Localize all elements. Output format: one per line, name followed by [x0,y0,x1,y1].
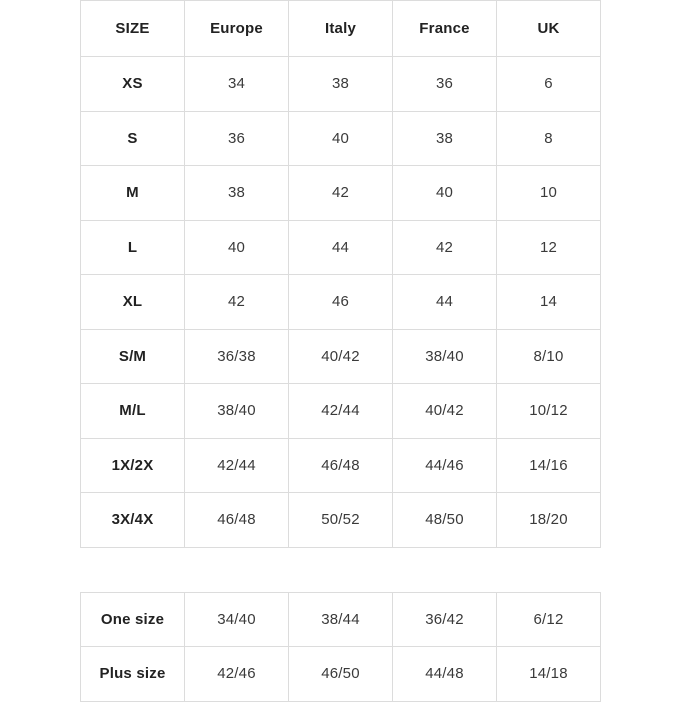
cell-france: 38/40 [393,329,497,384]
table-row [81,438,601,493]
cell-uk: 8/10 [497,329,601,384]
cell-italy: 46/50 [289,647,393,702]
table-body [81,57,601,548]
cell-france: 44 [393,275,497,330]
cell-france: 36 [393,57,497,112]
cell-europe: 42 [185,275,289,330]
cell-italy: 42/44 [289,384,393,439]
cell-uk: 10 [497,166,601,221]
cell-france: 42 [393,220,497,275]
table-row [81,329,601,384]
cell-europe: 36/38 [185,329,289,384]
table-row [81,166,601,221]
cell-italy: 46 [289,275,393,330]
cell-europe: 38 [185,166,289,221]
cell-europe: 40 [185,220,289,275]
cell-uk: 8 [497,111,601,166]
table-row [81,111,601,166]
table-row [81,275,601,330]
table-row [81,493,601,548]
cell-italy: 40/42 [289,329,393,384]
table-header-row [81,1,601,57]
column-header-size: SIZE [81,1,185,57]
cell-europe: 46/48 [185,493,289,548]
cell-europe: 34/40 [185,592,289,647]
table-spacer [80,548,600,592]
table-row [81,220,601,275]
table-row [81,647,601,702]
cell-europe: 42/44 [185,438,289,493]
cell-france: 40 [393,166,497,221]
cell-italy: 44 [289,220,393,275]
cell-italy: 38 [289,57,393,112]
column-header-france: France [393,1,497,57]
cell-europe: 38/40 [185,384,289,439]
table-body [81,592,601,701]
cell-italy: 46/48 [289,438,393,493]
cell-france: 36/42 [393,592,497,647]
cell-france: 38 [393,111,497,166]
cell-uk: 14 [497,275,601,330]
cell-uk: 14/16 [497,438,601,493]
cell-france: 44/48 [393,647,497,702]
cell-europe: 36 [185,111,289,166]
size-conversion-table [80,0,601,548]
general-size-table [80,592,601,702]
cell-size: S/M [81,329,185,384]
column-header-italy: Italy [289,1,393,57]
cell-uk: 10/12 [497,384,601,439]
table-row [81,592,601,647]
cell-uk: 6 [497,57,601,112]
cell-size: S [81,111,185,166]
table-row [81,57,601,112]
table-row [81,384,601,439]
cell-france: 48/50 [393,493,497,548]
cell-size: L [81,220,185,275]
cell-uk: 6/12 [497,592,601,647]
cell-italy: 38/44 [289,592,393,647]
column-header-uk: UK [497,1,601,57]
cell-uk: 14/18 [497,647,601,702]
cell-size: One size [81,592,185,647]
column-header-europe: Europe [185,1,289,57]
cell-size: XS [81,57,185,112]
cell-size: Plus size [81,647,185,702]
cell-france: 44/46 [393,438,497,493]
cell-uk: 18/20 [497,493,601,548]
cell-italy: 42 [289,166,393,221]
cell-europe: 34 [185,57,289,112]
cell-italy: 50/52 [289,493,393,548]
cell-size: M/L [81,384,185,439]
cell-uk: 12 [497,220,601,275]
cell-size: 1X/2X [81,438,185,493]
cell-size: XL [81,275,185,330]
table-header [81,1,601,57]
cell-france: 40/42 [393,384,497,439]
cell-italy: 40 [289,111,393,166]
cell-size: M [81,166,185,221]
cell-size: 3X/4X [81,493,185,548]
cell-europe: 42/46 [185,647,289,702]
